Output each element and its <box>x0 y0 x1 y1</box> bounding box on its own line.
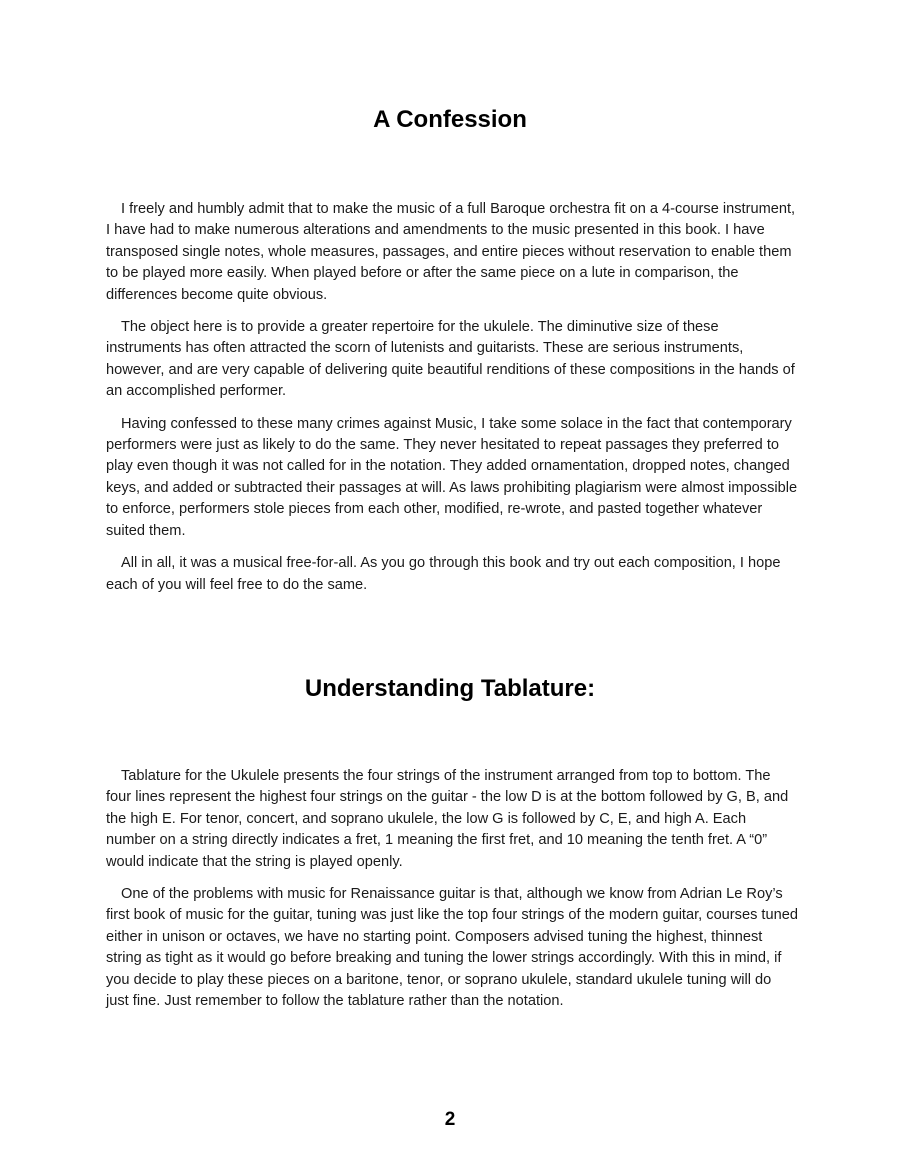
paragraph: Having confessed to these many crimes against Music, I take some solace in the fact that contemporary performers were just as likely to do the same. They never hesitated to repeat passages they preferred to play even though it was not called for in the notation. They added ornamentation, dropped notes, changed keys, and added or subtracted their passages at will. As laws prohibiting plagiarism were almost impossible to enforce, performers stole pieces from each other, modified, re-wrote, and pasted together whatever suited them. <box>106 415 798 539</box>
page-number: 2 <box>444 1109 456 1130</box>
section-body-confession <box>106 199 798 607</box>
paragraph: Tablature for the Ukulele presents the four strings of the instrument arranged from top to bottom. The four lines represent the highest four strings on the guitar - the low D is at the bottom followed by G, B, and the high E. For tenor, concert, and soprano ukulele, the low G is followed by C, E, and high A. Each number on a string directly indicates a fret, 1 meaning the first fret, and 10 meaning the tenth fret. A “0” would indicate that the string is played openly. <box>106 768 789 870</box>
paragraph: The object here is to provide a greater repertoire for the ukulele. The diminutive size of these instruments has often attracted the scorn of lutenists and guitarists. These are serious instruments, however, and are very capable of delivering quite beautiful renditions of these compositions in the hands of an accomplished performer. <box>106 319 795 400</box>
section-body-tablature <box>106 766 798 1023</box>
paragraph: One of the problems with music for Renaissance guitar is that, although we know from Adrian Le Roy’s first book of music for the guitar, tuning was just like the top four strings of the modern guitar, courses tuned either in unison or octaves, we have no starting point. Composers advised tuning the highest, thinnest string as tight as it would go before breaking and tuning the lower strings accordingly. With this in mind, if you decide to play these pieces on a baritone, tenor, or soprano ukulele, standard ukulele tuning will do just fine. Just remember to follow the tablature rather than the notation. <box>106 886 798 1010</box>
section-title-tablature: Understanding Tablature: <box>304 675 596 702</box>
paragraph: All in all, it was a musical free-for-all. As you go through this book and try out each composition, I hope each of you will feel free to do the same. <box>106 555 781 593</box>
paragraph: I freely and humbly admit that to make the music of a full Baroque orchestra fit on a 4-course instrument, I have had to make numerous alterations and amendments to the music presented in this book. I have transposed single notes, whole measures, passages, and entire pieces without reservation to enable them to be played more easily. When played before or after the same piece on a lute in comparison, the differences become quite obvious. <box>106 201 796 303</box>
section-title-confession: A Confession <box>373 106 527 133</box>
